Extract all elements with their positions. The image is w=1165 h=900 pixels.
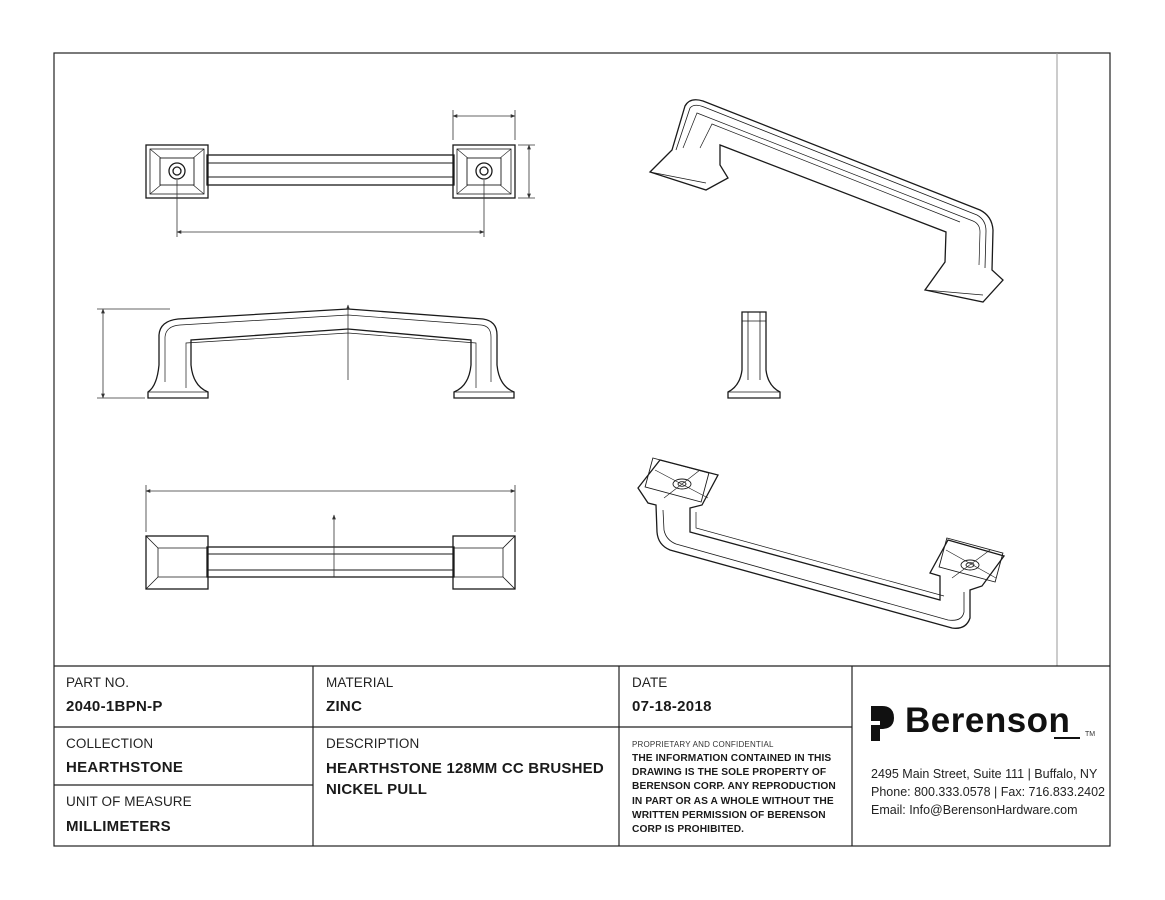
proprietary-text: THE INFORMATION CONTAINED IN THIS DRAWING IS THE SOLE PROPERTY OF BERENSON CORP. ANY REPRODUCTION IN PART OR AS A WHOLE WITHOUT THE WRITTEN PERMISSION OF BERENSON CORP IS PROHIBITED. [632,753,836,836]
collection-label: COLLECTION [66,736,154,751]
bottom-view-dimensions [146,485,515,577]
top-view [146,145,515,198]
material-value: ZINC [326,698,363,715]
front-view-dimensions [97,305,348,398]
unit-of-measure-label: UNIT OF MEASURE [66,794,192,809]
company-contact [871,765,1111,819]
collection-value: HEARTHSTONE [66,759,184,776]
company-phone: Phone: 800.333.0578 | Fax: 716.833.2402 [871,785,1105,799]
proprietary-heading: PROPRIETARY AND CONFIDENTIAL [632,740,774,749]
date-label: DATE [632,675,668,690]
bottom-view [146,536,515,589]
isometric-view-bottom [638,458,1004,628]
trademark-mark: TM [1085,731,1096,738]
date-value: 07-18-2018 [632,698,712,715]
part-no-label: PART NO. [66,675,130,690]
side-view [728,312,780,398]
part-no-value: 2040-1BPN-P [66,698,163,715]
company-email: Email: Info@BerensonHardware.com [871,803,1078,817]
isometric-view-top [650,100,1003,302]
title-block-grid [54,666,1110,846]
description-label: DESCRIPTION [326,736,420,751]
company-name: Berenson [905,701,1071,740]
material-label: MATERIAL [326,675,394,690]
description-value: HEARTHSTONE 128MM CC BRUSHED NICKEL PULL [326,760,604,798]
front-view [148,309,514,398]
company-address: 2495 Main Street, Suite 111 | Buffalo, NY [871,767,1098,781]
unit-of-measure-value: MILLIMETERS [66,818,171,835]
